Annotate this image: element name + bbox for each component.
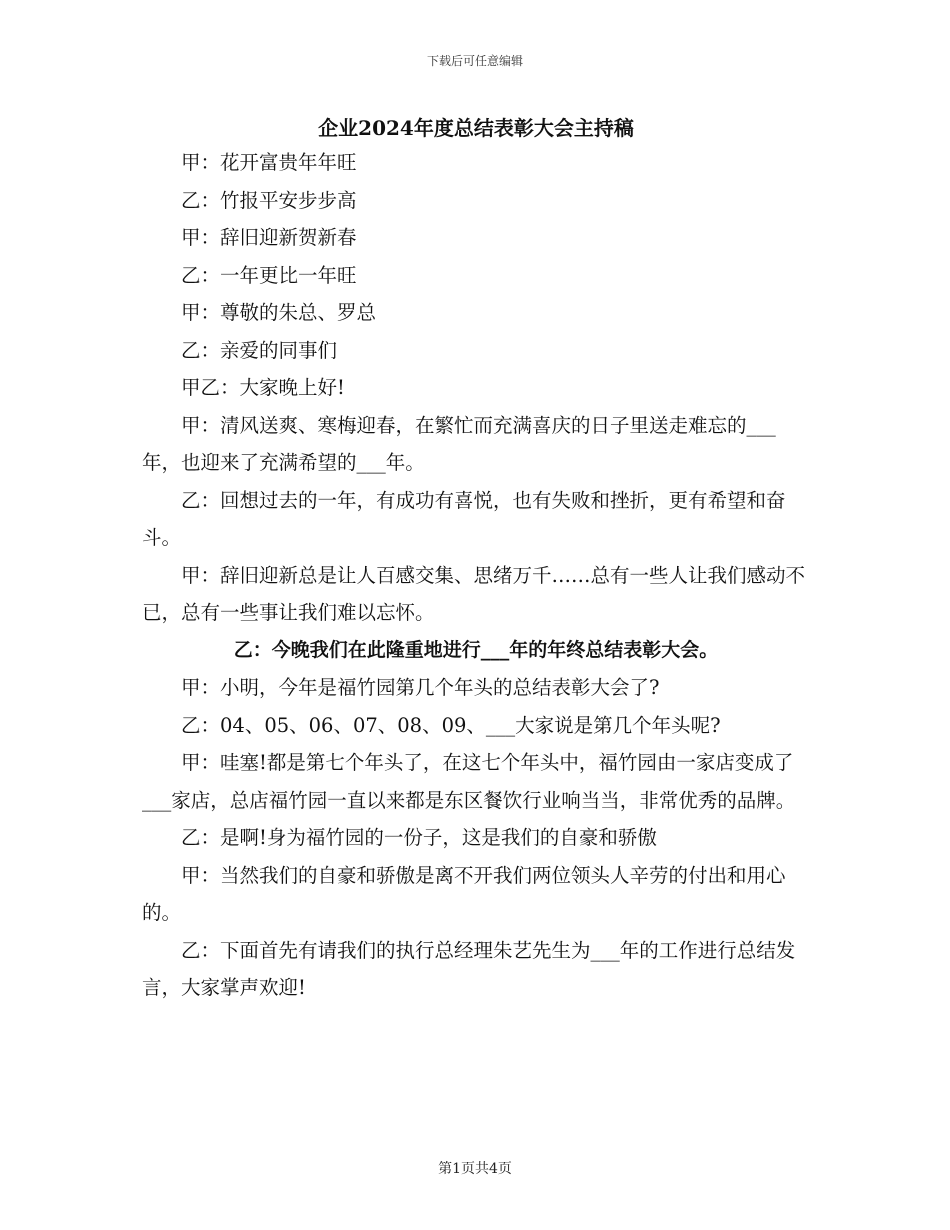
script-line: 乙：竹报平安步步高: [181, 188, 357, 212]
script-line: 甲：辞旧迎新贺新春: [181, 226, 357, 249]
script-line: 乙：回想过去的一年，有成功有喜悦，也有失败和挫折，更有希望和奋斗。: [142, 488, 786, 549]
script-line: 甲：尊敬的朱总、罗总: [181, 301, 377, 324]
script-line: 乙：04、05、06、07、08、09、___大家说是第几个年头呢?: [181, 713, 721, 737]
script-line: 甲：清风送爽、寒梅迎春，在繁忙而充满喜庆的日子里送走难忘的___年，也迎来了充满希望的___年。: [142, 413, 776, 474]
script-line: 乙：下面首先有请我们的执行总经理朱艺先生为___年的工作进行总结发言，大家掌声欢迎!: [142, 938, 796, 999]
script-line: 甲：辞旧迎新总是让人百感交集、思绪万千……总有一些人让我们感动不已，总有一些事让我们难以忘怀。: [142, 563, 806, 624]
script-line: 乙：是啊!身为福竹园的一份子，这是我们的自豪和骄傲: [181, 826, 657, 849]
script-line-emphasis: 乙：今晚我们在此隆重地进行___年的年终总结表彰大会。: [233, 638, 719, 661]
document-title: 企业2024年度总结表彰大会主持稿: [318, 116, 634, 140]
script-line: 甲：花开富贵年年旺: [181, 151, 357, 174]
page-footer: 第1页共4页: [438, 1161, 512, 1177]
script-line: 乙：一年更比一年旺: [181, 263, 357, 287]
script-line: 甲：哇塞!都是第七个年头了，在这七个年头中，福竹园由一家店变成了___家店，总店福竹园一直以来都是东区餐饮行业响当当，非常优秀的品牌。: [142, 751, 796, 812]
script-line: 甲：小明，今年是福竹园第几个年头的总结表彰大会了?: [181, 676, 660, 699]
script-line: 乙：亲爱的同事们: [181, 338, 338, 362]
script-line: 甲乙：大家晚上好!: [181, 376, 345, 399]
header-note: 下载后可任意编辑: [426, 54, 523, 68]
document-body: [142, 112, 810, 1007]
script-line: 甲：当然我们的自豪和骄傲是离不开我们两位领头人辛劳的付出和用心的。: [142, 863, 786, 924]
